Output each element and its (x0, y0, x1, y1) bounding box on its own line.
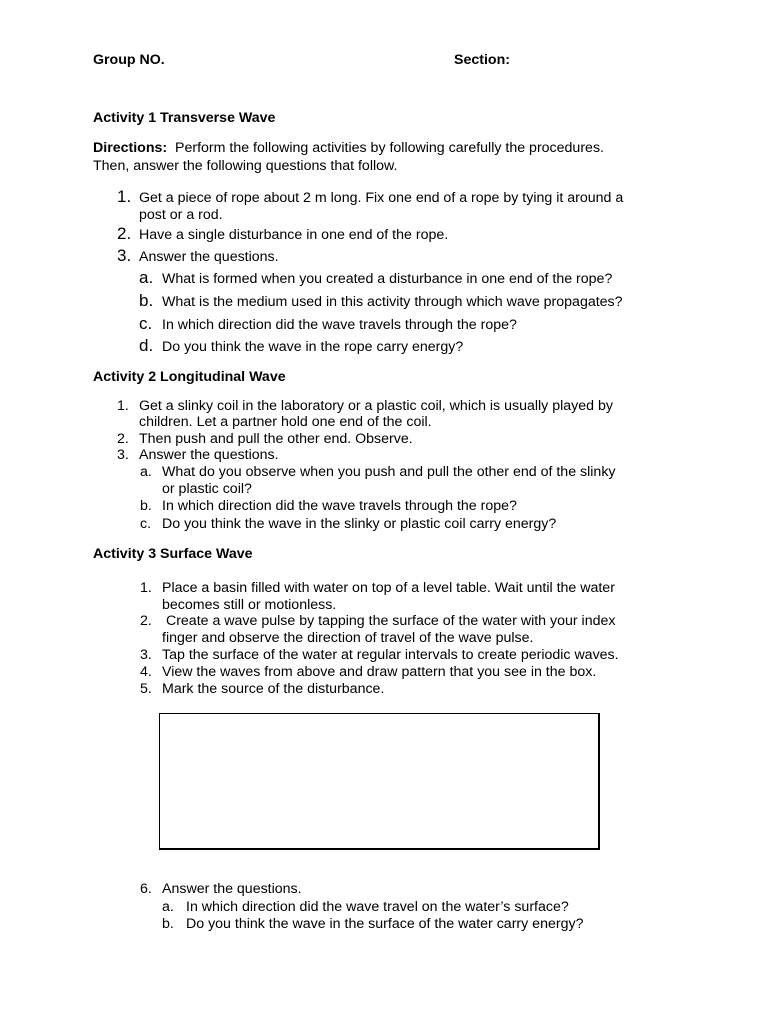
activity1-directions (93, 140, 604, 157)
activity3-step-text: Mark the source of the disturbance. (162, 681, 385, 697)
activity1-question-letter: b. (139, 291, 154, 310)
activity2-question-letter: a. (140, 464, 152, 480)
activity2-question-letter: b. (140, 498, 152, 514)
activity1-step-text-cont: post or a rod. (139, 207, 223, 223)
activity2-step-text-cont: children. Let a partner hold one end of the coil. (139, 414, 432, 430)
activity3-question-text: In which direction did the wave travel on the water’s surface? (186, 899, 569, 915)
activity2-question-text: What do you observe when you push and pull the other end of the slinky (162, 464, 616, 480)
activity2-question-text: Do you think the wave in the slinky or plastic coil carry energy? (162, 516, 557, 532)
activity3-title: Activity 3 Surface Wave (93, 546, 253, 562)
activity1-question-text: In which direction did the wave travels through the rope? (162, 317, 517, 333)
activity1-step-text: Have a single disturbance in one end of the rope. (139, 227, 449, 243)
activity2-step-number: 2. (117, 431, 129, 447)
activity2-title: Activity 2 Longitudinal Wave (93, 369, 286, 385)
activity2-step-text: Answer the questions. (139, 447, 279, 463)
directions-label: Directions: (93, 140, 168, 156)
directions-text-line1: Perform the following activities by following carefully the procedures. (175, 140, 604, 156)
activity1-question-text: Do you think the wave in the rope carry energy? (162, 339, 464, 355)
activity2-question-text: In which direction did the wave travels through the rope? (162, 498, 517, 514)
activity3-question-text: Do you think the wave in the surface of the water carry energy? (186, 916, 584, 932)
activity1-step-number: 1. (117, 187, 132, 206)
activity1-step-number: 2. (117, 224, 132, 243)
activity1-question-letter: c. (139, 314, 153, 333)
section-label: Section: (454, 52, 510, 68)
activity2-question-text-cont: or plastic coil? (162, 481, 252, 497)
activity1-question-letter: a. (139, 268, 154, 287)
activity2-step-number: 1. (117, 398, 129, 414)
activity2-step-text: Get a slinky coil in the laboratory or a plastic coil, which is usually played by (139, 398, 613, 414)
activity1-question-letter: d. (139, 336, 154, 355)
activity3-step-number: 1. (140, 580, 152, 596)
activity3-step-number: 4. (140, 664, 152, 680)
activity1-step-text: Get a piece of rope about 2 m long. Fix one end of a rope by tying it around a (139, 190, 624, 206)
activity3-step-number: 2. (140, 613, 152, 629)
drawing-box[interactable] (159, 713, 600, 850)
activity1-question-text: What is the medium used in this activity through which wave propagates? (162, 294, 623, 310)
activity1-step-number: 3. (117, 246, 132, 265)
activity3-step-text: Answer the questions. (162, 881, 302, 897)
directions-text-line2: Then, answer the following questions that follow. (93, 158, 398, 174)
activity3-step-text: View the waves from above and draw pattern that you see in the box. (162, 664, 597, 680)
activity3-step-number: 3. (140, 647, 152, 663)
activity3-step-number: 5. (140, 681, 152, 697)
activity2-step-text: Then push and pull the other end. Observe. (139, 431, 413, 447)
activity3-step-text: Create a wave pulse by tapping the surface of the water with your index (162, 613, 616, 629)
activity1-title: Activity 1 Transverse Wave (93, 110, 276, 126)
activity1-step-text: Answer the questions. (139, 249, 279, 265)
activity3-step-text-cont: becomes still or motionless. (162, 597, 337, 613)
activity2-question-letter: c. (140, 516, 152, 532)
activity2-step-number: 3. (117, 447, 129, 463)
activity3-step-text: Tap the surface of the water at regular intervals to create periodic waves. (162, 647, 619, 663)
activity3-step-text-cont: finger and observe the direction of travel of the wave pulse. (162, 630, 534, 646)
activity3-step-number: 6. (140, 881, 152, 897)
activity1-question-text: What is formed when you created a disturbance in one end of the rope? (162, 271, 613, 287)
activity3-question-letter: a. (162, 899, 174, 915)
activity3-step-text: Place a basin filled with water on top of a level table. Wait until the water (162, 580, 615, 596)
activity3-question-letter: b. (162, 916, 174, 932)
group-number-label: Group NO. (93, 52, 165, 68)
